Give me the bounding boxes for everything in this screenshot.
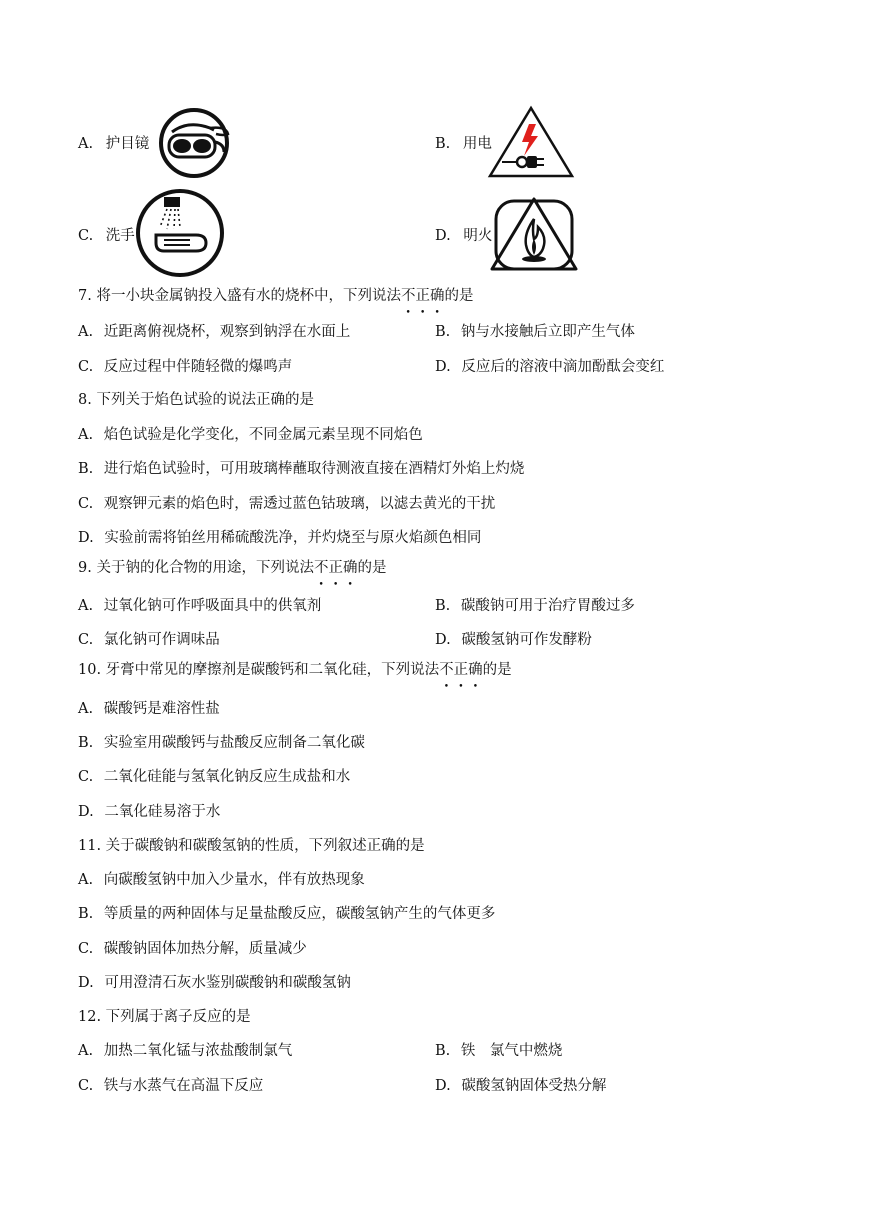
option-letter: C. — [78, 769, 94, 785]
stem-text: 的是 — [444, 288, 474, 304]
q8-option-a — [78, 425, 423, 445]
q12-option-b — [435, 1041, 562, 1061]
option-letter: B. — [78, 735, 94, 751]
stem-text: 的是 — [482, 662, 512, 678]
option-text: 铁与水蒸气在高温下反应 — [103, 1078, 264, 1094]
option-text: 向碳酸氢钠中加入少量水，伴有放热现象 — [103, 872, 365, 888]
option-text: 碳酸钠固体加热分解，质量减少 — [103, 941, 307, 957]
q10-option-a — [78, 699, 220, 719]
q11-option-b — [78, 904, 495, 924]
option-text: 过氧化钠可作呼吸面具中的供氧剂 — [103, 598, 322, 614]
option-text: 碳酸钙是难溶性盐 — [103, 701, 220, 717]
option-letter: A. — [78, 1043, 94, 1059]
emphasis-char: 确 — [342, 560, 358, 576]
emphasis-char: 确 — [429, 288, 445, 304]
option-text: 洗手 — [105, 228, 135, 244]
emphasis-char: 不 — [439, 662, 454, 678]
q12-options-row-1 — [78, 1041, 778, 1061]
q8-option-c — [78, 494, 495, 514]
option-text: 氯化钠可作调味品 — [103, 632, 220, 648]
q10-option-d — [78, 802, 220, 822]
option-text: 二氧化硅能与氢氧化钠反应生成盐和水 — [103, 769, 351, 785]
option-text: 实验室用碳酸钙与盐酸反应制备二氧化碳 — [103, 735, 365, 751]
q9-option-c — [78, 630, 220, 650]
option-letter: D. — [435, 632, 451, 648]
option-text: 进行焰色试验时，可用玻璃棒蘸取待测液直接在酒精灯外焰上灼烧 — [103, 461, 525, 477]
option-text: 加热二氧化锰与浓盐酸制氯气 — [103, 1043, 293, 1059]
option-letter: B. — [78, 461, 94, 477]
option-text: 反应过程中伴随轻微的爆鸣声 — [103, 359, 293, 375]
option-letter: D. — [435, 228, 451, 244]
option-letter: D. — [78, 530, 94, 546]
emphasis-char: 确 — [468, 662, 483, 678]
q7-option-d — [435, 357, 664, 377]
option-text: 用电 — [462, 136, 492, 152]
goggles-icon — [158, 106, 234, 184]
option-text: 铁 氯气中燃烧 — [460, 1043, 563, 1059]
option-text: 碳酸钠可用于治疗胃酸过多 — [460, 598, 635, 614]
emphasis-char: 不 — [400, 288, 416, 304]
option-text: 钠与水接触后立即产生气体 — [460, 324, 635, 340]
electricity-warning-icon — [486, 104, 576, 184]
stem-text: 9. 关于钠的化合物的用途，下列说法 — [78, 560, 314, 576]
option-letter: B. — [435, 598, 451, 614]
q7-option-a — [78, 322, 350, 342]
option-text: 碳酸氢钠固体受热分解 — [461, 1078, 607, 1094]
option-letter: C. — [78, 359, 94, 375]
q8-option-d — [78, 528, 481, 548]
emphasis-char: 正 — [415, 288, 430, 304]
q12-option-d — [435, 1076, 606, 1096]
option-letter: B. — [435, 324, 451, 340]
option-letter: A. — [78, 701, 94, 717]
option-letter: C. — [78, 632, 94, 648]
option-text: 明火 — [463, 228, 493, 244]
option-letter: A. — [78, 427, 94, 443]
option-letter: D. — [435, 1078, 451, 1094]
q9-options-row-2 — [78, 630, 778, 650]
option-text: 二氧化硅易溶于水 — [104, 804, 221, 820]
option-letter: A. — [78, 136, 94, 152]
q11-option-d — [78, 973, 351, 993]
open-flame-icon — [486, 195, 582, 277]
q7-options-row-1 — [78, 322, 778, 342]
q7-option-c — [78, 357, 292, 377]
option-letter: A. — [78, 872, 94, 888]
option-letter: C. — [78, 228, 94, 244]
q9-options-row-1 — [78, 596, 778, 616]
q9-stem — [78, 558, 386, 578]
q12-stem: 12. 下列属于离子反应的是 — [78, 1009, 251, 1025]
q6-option-b-label — [435, 134, 492, 154]
q12-option-c — [78, 1076, 263, 1096]
option-letter: B. — [435, 136, 451, 152]
option-text: 碳酸氢钠可作发酵粉 — [461, 632, 592, 648]
q7-option-b — [435, 322, 635, 342]
q9-option-a — [78, 596, 321, 616]
option-text: 实验前需将铂丝用稀硫酸洗净，并灼烧至与原火焰颜色相同 — [104, 530, 482, 546]
hand-wash-icon — [134, 187, 226, 283]
stem-text: 10. 牙膏中常见的摩擦剂是碳酸钙和二氧化硅，下列说法 — [78, 662, 440, 678]
q7-options-row-2 — [78, 357, 778, 377]
emphasis-char: 正 — [453, 662, 469, 678]
q6-option-a-label — [78, 134, 149, 154]
option-letter: B. — [78, 906, 94, 922]
q10-option-b — [78, 733, 365, 753]
q8-stem: 8. 下列关于焰色试验的说法正确的是 — [78, 392, 314, 408]
option-letter: C. — [78, 496, 94, 512]
q11-stem: 11. 关于碳酸钠和碳酸氢钠的性质，下列叙述正确的是 — [78, 838, 425, 854]
q9-option-b — [435, 596, 635, 616]
option-letter: D. — [435, 359, 451, 375]
q12-options-row-2 — [78, 1076, 778, 1096]
option-text: 可用澄清石灰水鉴别碳酸钠和碳酸氢钠 — [104, 975, 351, 991]
q9-option-d — [435, 630, 592, 650]
q6-option-c-label — [78, 226, 135, 246]
option-letter: C. — [78, 941, 94, 957]
emphasis-char: 不 — [313, 560, 329, 576]
q7-stem — [78, 286, 473, 306]
stem-text: 的是 — [357, 560, 387, 576]
option-letter: B. — [435, 1043, 451, 1059]
option-letter: A. — [78, 598, 94, 614]
option-text: 焰色试验是化学变化，不同金属元素呈现不同焰色 — [103, 427, 423, 443]
option-letter: A. — [78, 324, 94, 340]
option-text: 观察钾元素的焰色时，需透过蓝色钴玻璃，以滤去黄光的干扰 — [103, 496, 496, 512]
q12-option-a — [78, 1041, 292, 1061]
option-text: 等质量的两种固体与足量盐酸反应，碳酸氢钠产生的气体更多 — [103, 906, 496, 922]
option-letter: D. — [78, 804, 94, 820]
q10-stem — [78, 660, 512, 680]
q11-option-a — [78, 870, 365, 890]
q11-option-c — [78, 939, 307, 959]
q8-option-b — [78, 459, 524, 479]
option-text: 护目镜 — [105, 136, 150, 152]
q6-option-d-label — [435, 226, 492, 246]
q10-option-c — [78, 767, 350, 787]
option-letter: C. — [78, 1078, 94, 1094]
option-text: 近距离俯视烧杯，观察到钠浮在水面上 — [103, 324, 351, 340]
stem-text: 7. 将一小块金属钠投入盛有水的烧杯中，下列说法 — [78, 288, 401, 304]
option-letter: D. — [78, 975, 94, 991]
emphasis-char: 正 — [328, 560, 343, 576]
option-text: 反应后的溶液中滴加酚酞会变红 — [461, 359, 665, 375]
